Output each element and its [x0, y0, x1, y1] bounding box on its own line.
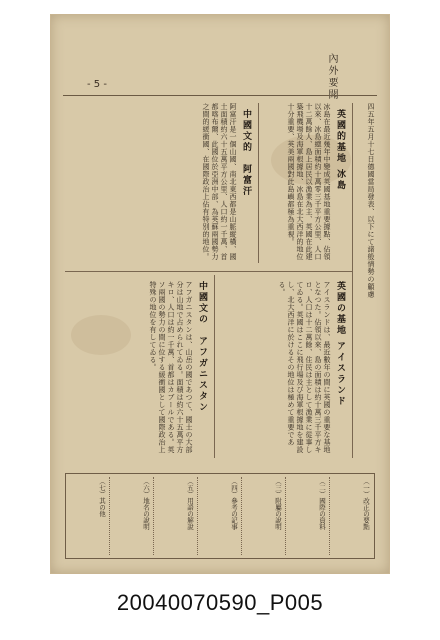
top-notice: 四五年五月十七日德國當局發表、以下にて諸般情勢の顧慮	[367, 103, 375, 298]
image-caption: 20040070590_P005	[116, 590, 324, 615]
footnote-divider	[109, 477, 110, 555]
article-title: 中國文的 阿富汗	[241, 109, 251, 197]
article-body: 阿富汗是一個山國、南北東西都是山脈縱橫、國土面積約六十五萬平方公里、人口約一千萬、首都喀布爾、此國位於亞洲中部、為英蘇兩國勢力之間的緩衝國、在國際政治上佔有特別的地位。	[202, 103, 237, 261]
running-head: 內外要聞	[326, 53, 337, 101]
section-divider	[65, 271, 353, 272]
article-title: 中國文の アフガニスタン	[197, 281, 207, 413]
document-page	[50, 14, 390, 574]
footnote-divider	[197, 477, 198, 555]
column-divider	[352, 103, 353, 458]
article-body: 冰島在最近幾年中變成英國基地重要據點、佔領以來、冰島總面積約十萬零三千平方公里、人口十二萬餘人、島上居民以漁業為主、英國在此建築飛機場及海軍根據地、冰島在北大西洋的地位十分重要、英美兩國對此島嶼都極為重視。	[287, 103, 331, 261]
footnote: （四）參考の記事	[230, 478, 238, 530]
footnote-divider	[153, 477, 154, 555]
footnote-box	[65, 473, 375, 559]
page-number: - 5 -	[87, 79, 107, 90]
header-rule	[63, 95, 377, 96]
footnote: （六）地名の說明	[142, 478, 150, 530]
article-body: アイスランドは、最近數年の間に英國の重要な基地となつた。佔領以來、島の面積は約十萬三千平方キロ、人口は十二萬餘、住民は主として漁業に從事してゐる。英國はここに飛行場及び海軍根據地を建設し、北大西洋に於けるその地位は極めて重要である。	[278, 281, 331, 454]
footnote-divider	[241, 477, 242, 555]
article-title: 英國的基地 冰島	[335, 109, 345, 192]
footnote: （七）其の他	[98, 478, 106, 517]
footnote: （一）改正の要點	[362, 478, 370, 530]
footnote-divider	[329, 477, 330, 555]
footnote: （三）附屬の說明	[274, 478, 282, 530]
article-area	[65, 103, 375, 458]
footnote: （二）國際の資料	[318, 478, 326, 530]
article-title: 英國の基地 アイスランド	[335, 281, 345, 408]
footnote-divider	[285, 477, 286, 555]
column-divider	[214, 275, 215, 458]
article-body: アフガニスタンは、山岳の國であつて、國土の大部分は山地で占められてゐる。面積は約六十五萬平方キロ、人口は約一千萬、首都はカブールである。英ソ兩國の勢力の間に位する緩衝國として國際政治上特殊の地位を有してゐる。	[149, 281, 193, 454]
column-divider	[258, 103, 259, 263]
footnote: （五）用語の解說	[186, 478, 194, 530]
